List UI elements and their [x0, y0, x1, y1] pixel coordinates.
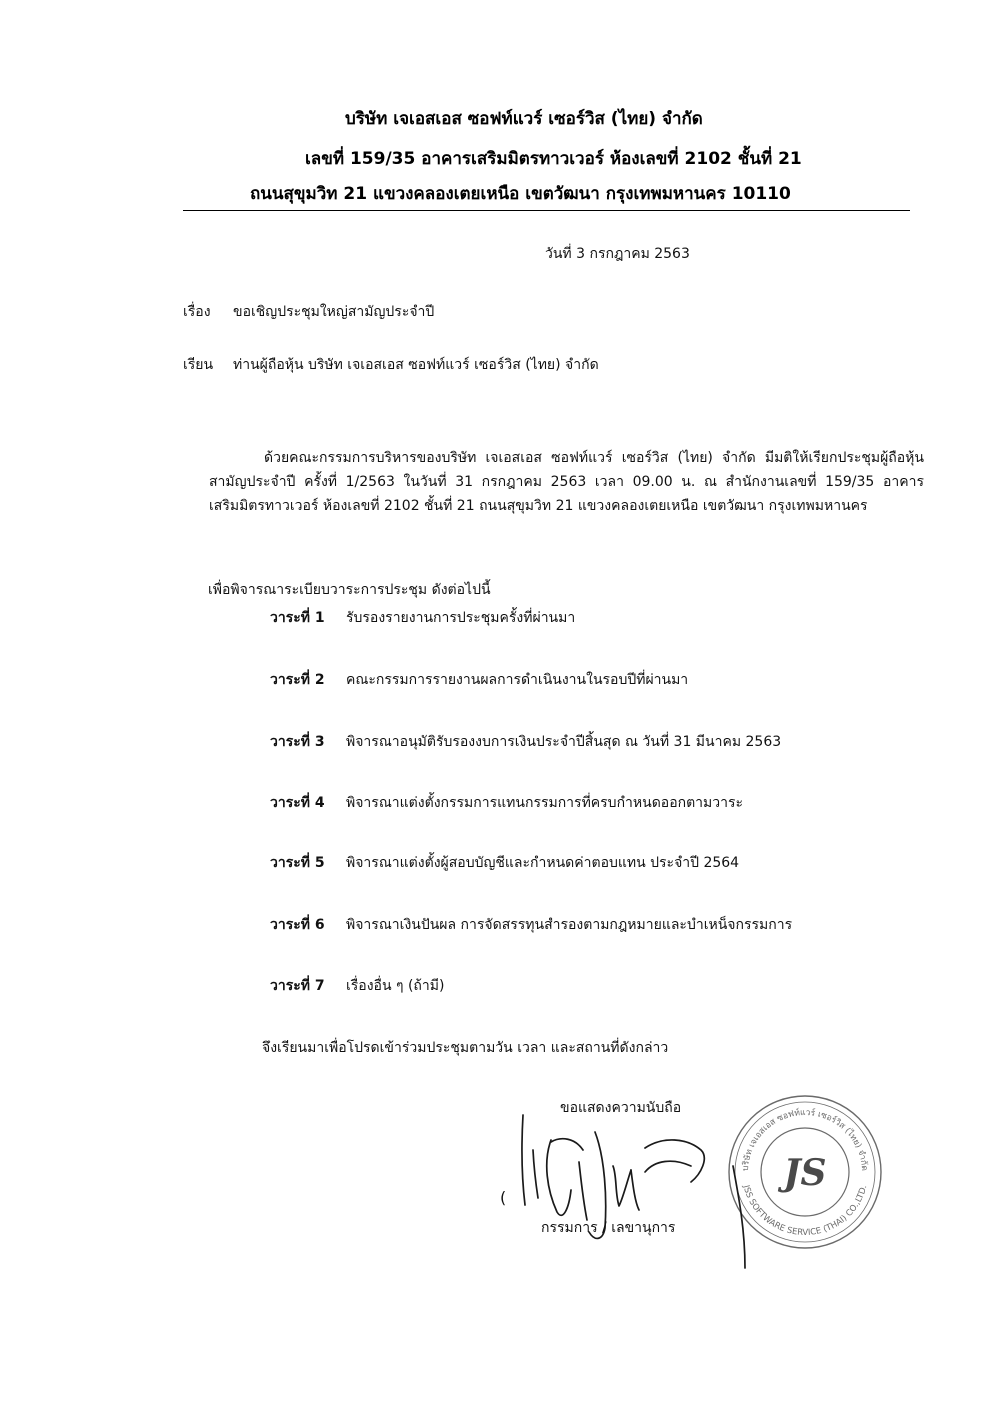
agenda-number: วาระที่ 5: [270, 855, 325, 871]
seal-monogram: JS: [783, 1152, 827, 1194]
seal-ring-top-text: บริษัท เจเอสเอส ซอฟท์แวร์ เซอร์วิส (ไทย) จำกัด: [740, 1107, 870, 1172]
seal-ring-bottom-text: JSS SOFTWARE SERVICE (THAI) CO.,LTD.: [740, 1184, 870, 1239]
subject-line: [183, 302, 434, 322]
company-address-line2: ถนนสุขุมวิท 21 แขวงคลองเตยเหนือ เขตวัฒนา กรุงเทพมหานคร 10110: [250, 184, 791, 204]
agenda-number: วาระที่ 4: [270, 795, 325, 811]
salutation-label: เรียน: [183, 357, 214, 373]
agenda-text: พิจารณาแต่งตั้งกรรมการแทนกรรมการที่ครบกำหนดออกตามวาระ: [346, 795, 744, 811]
signatory-bracket: (: [500, 1188, 507, 1207]
agenda-text: พิจารณาแต่งตั้งผู้สอบบัญชีและกำหนดค่าตอบแทน ประจำปี 2564: [346, 855, 740, 871]
agenda-number: วาระที่ 3: [270, 734, 325, 750]
subject-text: ขอเชิญประชุมใหญ่สามัญประจำปี: [233, 304, 435, 320]
salutation-line: [183, 355, 599, 375]
agenda-text: พิจารณาเงินปันผล การจัดสรรทุนสำรองตามกฎหมายและบำเหน็จกรรมการ: [346, 917, 793, 933]
agenda-number: วาระที่ 1: [270, 610, 325, 626]
salutation-text: ท่านผู้ถือหุ้น บริษัท เจเอสเอส ซอฟท์แวร์ เซอร์วิส (ไทย) จำกัด: [233, 357, 599, 373]
agenda-item: [270, 853, 739, 873]
agenda-item: [270, 915, 792, 935]
agenda-number: วาระที่ 6: [270, 917, 325, 933]
agenda-text: รับรองรายงานการประชุมครั้งที่ผ่านมา: [346, 610, 576, 626]
agenda-text: คณะกรรมการรายงานผลการดำเนินงานในรอบปีที่ผ่านมา: [346, 672, 689, 688]
company-name: บริษัท เจเอสเอส ซอฟท์แวร์ เซอร์วิส (ไทย) จำกัด: [345, 109, 703, 129]
agenda-item: [270, 732, 781, 752]
agenda-item: [270, 976, 444, 996]
agenda-text: เรื่องอื่น ๆ (ถ้ามี): [346, 978, 445, 994]
letter-date: วันที่ 3 กรกฎาคม 2563: [545, 246, 690, 262]
signoff-respect: ขอแสดงความนับถือ: [560, 1100, 682, 1116]
agenda-item: [270, 793, 743, 813]
closing-line: จึงเรียนมาเพื่อโปรดเข้าร่วมประชุมตามวัน เวลา และสถานที่ดังกล่าว: [262, 1040, 669, 1056]
signature: [495, 1080, 775, 1280]
agenda-item: [270, 670, 688, 690]
agenda-item: [270, 608, 575, 628]
subject-label: เรื่อง: [183, 304, 211, 320]
agenda-text: พิจารณาอนุมัติรับรองงบการเงินประจำปีสิ้นสุด ณ วันที่ 31 มีนาคม 2563: [346, 734, 782, 750]
signatory-position: กรรมการ / เลขานุการ: [541, 1220, 676, 1236]
agenda-number: วาระที่ 2: [270, 672, 325, 688]
agenda-number: วาระที่ 7: [270, 978, 325, 994]
company-address-line1: เลขที่ 159/35 อาคารเสริมมิตรทาวเวอร์ ห้องเลขที่ 2102 ชั้นที่ 21: [305, 149, 802, 169]
body-paragraph: ด้วยคณะกรรมการบริหารของบริษัท เจเอสเอส ซอฟท์แวร์ เซอร์วิส (ไทย) จำกัด มีมติให้เรียกประชุมผู้ถือหุ้นสามัญประจำปี ครั้งที่ 1/2563 ในวันที่ 31 กรกฎาคม 2563 เวลา 09.00 น. ณ สำนักงานเลขที่ 159/35 อาคารเสริมมิตรทาวเวอร์ ห้องเลขที่ 2102 ชั้นที่ 21 ถนนสุขุมวิท 21 แขวงคลองเตยเหนือ เขตวัฒนา กรุงเทพมหานคร: [209, 450, 924, 514]
agenda-intro: เพื่อพิจารณาระเบียบวาระการประชุม ดังต่อไปนี้: [208, 582, 491, 598]
header-divider: [183, 210, 910, 211]
